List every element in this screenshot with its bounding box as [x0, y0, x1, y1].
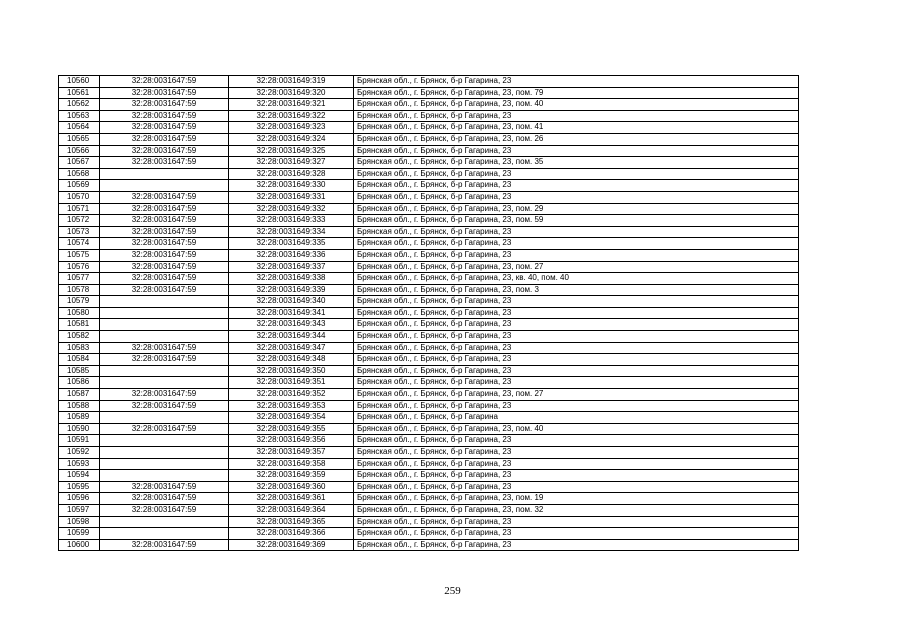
table-row — [59, 319, 799, 331]
parcel-number-cell: 32:28:0031647:59 — [100, 400, 229, 412]
row-number-cell: 10589 — [59, 412, 100, 424]
object-number-cell: 32:28:0031649:327 — [229, 157, 354, 169]
parcel-number-cell — [100, 296, 229, 308]
parcel-number-cell: 32:28:0031647:59 — [100, 389, 229, 401]
address-cell: Брянская обл., г. Брянск, б-р Гагарина, 23 — [354, 377, 799, 389]
table-row — [59, 203, 799, 215]
object-number-cell: 32:28:0031649:352 — [229, 389, 354, 401]
table-row — [59, 215, 799, 227]
parcel-number-cell — [100, 168, 229, 180]
table-row — [59, 307, 799, 319]
object-number-cell: 32:28:0031649:338 — [229, 273, 354, 285]
address-cell: Брянская обл., г. Брянск, б-р Гагарина, 23, пом. 40 — [354, 99, 799, 111]
object-number-cell: 32:28:0031649:360 — [229, 481, 354, 493]
address-cell: Брянская обл., г. Брянск, б-р Гагарина, 23 — [354, 470, 799, 482]
parcel-number-cell — [100, 528, 229, 540]
object-number-cell: 32:28:0031649:355 — [229, 423, 354, 435]
parcel-number-cell: 32:28:0031647:59 — [100, 354, 229, 366]
parcel-number-cell: 32:28:0031647:59 — [100, 539, 229, 551]
address-cell: Брянская обл., г. Брянск, б-р Гагарина, 23, пом. 59 — [354, 215, 799, 227]
parcel-number-cell: 32:28:0031647:59 — [100, 87, 229, 99]
parcel-number-cell: 32:28:0031647:59 — [100, 203, 229, 215]
row-number-cell: 10564 — [59, 122, 100, 134]
table-row — [59, 157, 799, 169]
address-cell: Брянская обл., г. Брянск, б-р Гагарина, 23 — [354, 238, 799, 250]
object-number-cell: 32:28:0031649:341 — [229, 307, 354, 319]
address-cell: Брянская обл., г. Брянск, б-р Гагарина, 23 — [354, 435, 799, 447]
row-number-cell: 10596 — [59, 493, 100, 505]
object-number-cell: 32:28:0031649:358 — [229, 458, 354, 470]
row-number-cell: 10598 — [59, 516, 100, 528]
parcel-number-cell: 32:28:0031647:59 — [100, 191, 229, 203]
object-number-cell: 32:28:0031649:334 — [229, 226, 354, 238]
table-row — [59, 238, 799, 250]
object-number-cell: 32:28:0031649:365 — [229, 516, 354, 528]
row-number-cell: 10593 — [59, 458, 100, 470]
row-number-cell: 10597 — [59, 504, 100, 516]
object-number-cell: 32:28:0031649:347 — [229, 342, 354, 354]
table-row — [59, 296, 799, 308]
table-row — [59, 87, 799, 99]
object-number-cell: 32:28:0031649:350 — [229, 365, 354, 377]
object-number-cell: 32:28:0031649:322 — [229, 110, 354, 122]
row-number-cell: 10583 — [59, 342, 100, 354]
parcel-number-cell — [100, 458, 229, 470]
parcel-number-cell: 32:28:0031647:59 — [100, 273, 229, 285]
object-number-cell: 32:28:0031649:336 — [229, 249, 354, 261]
address-cell: Брянская обл., г. Брянск, б-р Гагарина, 23 — [354, 145, 799, 157]
parcel-number-cell — [100, 447, 229, 459]
parcel-number-cell — [100, 307, 229, 319]
row-number-cell: 10567 — [59, 157, 100, 169]
object-number-cell: 32:28:0031649:333 — [229, 215, 354, 227]
table-row — [59, 377, 799, 389]
table-row — [59, 539, 799, 551]
row-number-cell: 10590 — [59, 423, 100, 435]
row-number-cell: 10588 — [59, 400, 100, 412]
table-row — [59, 354, 799, 366]
address-cell: Брянская обл., г. Брянск, б-р Гагарина, 23 — [354, 481, 799, 493]
row-number-cell: 10574 — [59, 238, 100, 250]
object-number-cell: 32:28:0031649:369 — [229, 539, 354, 551]
object-number-cell: 32:28:0031649:359 — [229, 470, 354, 482]
address-cell: Брянская обл., г. Брянск, б-р Гагарина, 23 — [354, 331, 799, 343]
table-row — [59, 122, 799, 134]
parcel-number-cell — [100, 365, 229, 377]
object-number-cell: 32:28:0031649:353 — [229, 400, 354, 412]
page-number: 259 — [444, 585, 461, 597]
object-number-cell: 32:28:0031649:364 — [229, 504, 354, 516]
object-number-cell: 32:28:0031649:354 — [229, 412, 354, 424]
parcel-number-cell: 32:28:0031647:59 — [100, 493, 229, 505]
parcel-number-cell: 32:28:0031647:59 — [100, 226, 229, 238]
object-number-cell: 32:28:0031649:330 — [229, 180, 354, 192]
address-cell: Брянская обл., г. Брянск, б-р Гагарина, 23, пом. 40 — [354, 423, 799, 435]
parcel-number-cell: 32:28:0031647:59 — [100, 481, 229, 493]
table-row — [59, 400, 799, 412]
object-number-cell: 32:28:0031649:339 — [229, 284, 354, 296]
parcel-number-cell: 32:28:0031647:59 — [100, 249, 229, 261]
object-number-cell: 32:28:0031649:361 — [229, 493, 354, 505]
parcel-number-cell: 32:28:0031647:59 — [100, 122, 229, 134]
parcel-number-cell: 32:28:0031647:59 — [100, 284, 229, 296]
object-number-cell: 32:28:0031649:331 — [229, 191, 354, 203]
address-cell: Брянская обл., г. Брянск, б-р Гагарина, 23 — [354, 191, 799, 203]
row-number-cell: 10582 — [59, 331, 100, 343]
address-cell: Брянская обл., г. Брянск, б-р Гагарина, 23 — [354, 447, 799, 459]
address-cell: Брянская обл., г. Брянск, б-р Гагарина, 23, пом. 32 — [354, 504, 799, 516]
address-cell: Брянская обл., г. Брянск, б-р Гагарина, 23 — [354, 296, 799, 308]
row-number-cell: 10595 — [59, 481, 100, 493]
object-number-cell: 32:28:0031649:351 — [229, 377, 354, 389]
object-number-cell: 32:28:0031649:356 — [229, 435, 354, 447]
row-number-cell: 10575 — [59, 249, 100, 261]
table-row — [59, 528, 799, 540]
table-row — [59, 389, 799, 401]
object-number-cell: 32:28:0031649:323 — [229, 122, 354, 134]
object-number-cell: 32:28:0031649:319 — [229, 76, 354, 88]
row-number-cell: 10592 — [59, 447, 100, 459]
object-number-cell: 32:28:0031649:343 — [229, 319, 354, 331]
parcel-number-cell: 32:28:0031647:59 — [100, 110, 229, 122]
table-row — [59, 110, 799, 122]
address-cell: Брянская обл., г. Брянск, б-р Гагарина, 23 — [354, 249, 799, 261]
row-number-cell: 10572 — [59, 215, 100, 227]
object-number-cell: 32:28:0031649:366 — [229, 528, 354, 540]
row-number-cell: 10568 — [59, 168, 100, 180]
table-row — [59, 516, 799, 528]
address-cell: Брянская обл., г. Брянск, б-р Гагарина, 23, пом. 79 — [354, 87, 799, 99]
table-row — [59, 493, 799, 505]
address-cell: Брянская обл., г. Брянск, б-р Гагарина, 23 — [354, 226, 799, 238]
address-cell: Брянская обл., г. Брянск, б-р Гагарина, 23, пом. 3 — [354, 284, 799, 296]
address-cell: Брянская обл., г. Брянск, б-р Гагарина, 23 — [354, 516, 799, 528]
table-row — [59, 423, 799, 435]
address-cell: Брянская обл., г. Брянск, б-р Гагарина — [354, 412, 799, 424]
table-row — [59, 99, 799, 111]
address-cell: Брянская обл., г. Брянск, б-р Гагарина, 23 — [354, 365, 799, 377]
parcel-number-cell: 32:28:0031647:59 — [100, 145, 229, 157]
row-number-cell: 10599 — [59, 528, 100, 540]
row-number-cell: 10586 — [59, 377, 100, 389]
parcel-number-cell — [100, 377, 229, 389]
row-number-cell: 10570 — [59, 191, 100, 203]
row-number-cell: 10577 — [59, 273, 100, 285]
row-number-cell: 10587 — [59, 389, 100, 401]
address-cell: Брянская обл., г. Брянск, б-р Гагарина, 23 — [354, 307, 799, 319]
address-cell: Брянская обл., г. Брянск, б-р Гагарина, 23, пом. 27 — [354, 261, 799, 273]
parcel-number-cell: 32:28:0031647:59 — [100, 342, 229, 354]
address-cell: Брянская обл., г. Брянск, б-р Гагарина, 23 — [354, 110, 799, 122]
table-row — [59, 365, 799, 377]
parcel-number-cell — [100, 516, 229, 528]
parcel-number-cell — [100, 319, 229, 331]
table-row — [59, 76, 799, 88]
row-number-cell: 10585 — [59, 365, 100, 377]
table-row — [59, 273, 799, 285]
address-cell: Брянская обл., г. Брянск, б-р Гагарина, 23 — [354, 354, 799, 366]
parcel-number-cell: 32:28:0031647:59 — [100, 423, 229, 435]
parcel-number-cell: 32:28:0031647:59 — [100, 133, 229, 145]
parcel-number-cell — [100, 331, 229, 343]
address-cell: Брянская обл., г. Брянск, б-р Гагарина, 23 — [354, 400, 799, 412]
object-number-cell: 32:28:0031649:325 — [229, 145, 354, 157]
address-cell: Брянская обл., г. Брянск, б-р Гагарина, 23 — [354, 528, 799, 540]
address-cell: Брянская обл., г. Брянск, б-р Гагарина, 23, пом. 41 — [354, 122, 799, 134]
object-number-cell: 32:28:0031649:357 — [229, 447, 354, 459]
parcel-number-cell — [100, 180, 229, 192]
table-row — [59, 342, 799, 354]
table-row — [59, 226, 799, 238]
address-cell: Брянская обл., г. Брянск, б-р Гагарина, 23, пом. 27 — [354, 389, 799, 401]
row-number-cell: 10560 — [59, 76, 100, 88]
table-row — [59, 470, 799, 482]
table-row — [59, 331, 799, 343]
parcel-number-cell — [100, 412, 229, 424]
table-row — [59, 504, 799, 516]
parcel-number-cell: 32:28:0031647:59 — [100, 76, 229, 88]
table-row — [59, 261, 799, 273]
table-row — [59, 168, 799, 180]
parcel-number-cell: 32:28:0031647:59 — [100, 215, 229, 227]
row-number-cell: 10576 — [59, 261, 100, 273]
table-row — [59, 412, 799, 424]
object-number-cell: 32:28:0031649:328 — [229, 168, 354, 180]
address-cell: Брянская обл., г. Брянск, б-р Гагарина, 23 — [354, 539, 799, 551]
parcel-number-cell: 32:28:0031647:59 — [100, 238, 229, 250]
registry-table-body — [59, 76, 799, 551]
row-number-cell: 10581 — [59, 319, 100, 331]
row-number-cell: 10561 — [59, 87, 100, 99]
object-number-cell: 32:28:0031649:320 — [229, 87, 354, 99]
row-number-cell: 10594 — [59, 470, 100, 482]
parcel-number-cell: 32:28:0031647:59 — [100, 99, 229, 111]
table-row — [59, 133, 799, 145]
row-number-cell: 10580 — [59, 307, 100, 319]
object-number-cell: 32:28:0031649:340 — [229, 296, 354, 308]
address-cell: Брянская обл., г. Брянск, б-р Гагарина, 23, пом. 19 — [354, 493, 799, 505]
parcel-number-cell — [100, 470, 229, 482]
parcel-number-cell: 32:28:0031647:59 — [100, 261, 229, 273]
row-number-cell: 10565 — [59, 133, 100, 145]
address-cell: Брянская обл., г. Брянск, б-р Гагарина, 23 — [354, 76, 799, 88]
object-number-cell: 32:28:0031649:332 — [229, 203, 354, 215]
address-cell: Брянская обл., г. Брянск, б-р Гагарина, 23, пом. 26 — [354, 133, 799, 145]
table-row — [59, 481, 799, 493]
object-number-cell: 32:28:0031649:337 — [229, 261, 354, 273]
row-number-cell: 10571 — [59, 203, 100, 215]
parcel-number-cell — [100, 435, 229, 447]
object-number-cell: 32:28:0031649:335 — [229, 238, 354, 250]
row-number-cell: 10591 — [59, 435, 100, 447]
address-cell: Брянская обл., г. Брянск, б-р Гагарина, 23 — [354, 342, 799, 354]
row-number-cell: 10562 — [59, 99, 100, 111]
object-number-cell: 32:28:0031649:321 — [229, 99, 354, 111]
table-row — [59, 284, 799, 296]
table-row — [59, 447, 799, 459]
address-cell: Брянская обл., г. Брянск, б-р Гагарина, 23 — [354, 319, 799, 331]
object-number-cell: 32:28:0031649:344 — [229, 331, 354, 343]
address-cell: Брянская обл., г. Брянск, б-р Гагарина, 23 — [354, 180, 799, 192]
object-number-cell: 32:28:0031649:324 — [229, 133, 354, 145]
row-number-cell: 10563 — [59, 110, 100, 122]
table-row — [59, 180, 799, 192]
parcel-number-cell: 32:28:0031647:59 — [100, 504, 229, 516]
address-cell: Брянская обл., г. Брянск, б-р Гагарина, 23, кв. 40, пом. 40 — [354, 273, 799, 285]
row-number-cell: 10578 — [59, 284, 100, 296]
table-row — [59, 145, 799, 157]
row-number-cell: 10579 — [59, 296, 100, 308]
row-number-cell: 10566 — [59, 145, 100, 157]
table-row — [59, 435, 799, 447]
parcel-number-cell: 32:28:0031647:59 — [100, 157, 229, 169]
object-number-cell: 32:28:0031649:348 — [229, 354, 354, 366]
address-cell: Брянская обл., г. Брянск, б-р Гагарина, 23 — [354, 168, 799, 180]
address-cell: Брянская обл., г. Брянск, б-р Гагарина, 23 — [354, 458, 799, 470]
address-cell: Брянская обл., г. Брянск, б-р Гагарина, 23, пом. 35 — [354, 157, 799, 169]
table-row — [59, 191, 799, 203]
row-number-cell: 10569 — [59, 180, 100, 192]
row-number-cell: 10584 — [59, 354, 100, 366]
row-number-cell: 10573 — [59, 226, 100, 238]
row-number-cell: 10600 — [59, 539, 100, 551]
registry-table — [58, 75, 799, 551]
address-cell: Брянская обл., г. Брянск, б-р Гагарина, 23, пом. 29 — [354, 203, 799, 215]
table-row — [59, 458, 799, 470]
table-row — [59, 249, 799, 261]
